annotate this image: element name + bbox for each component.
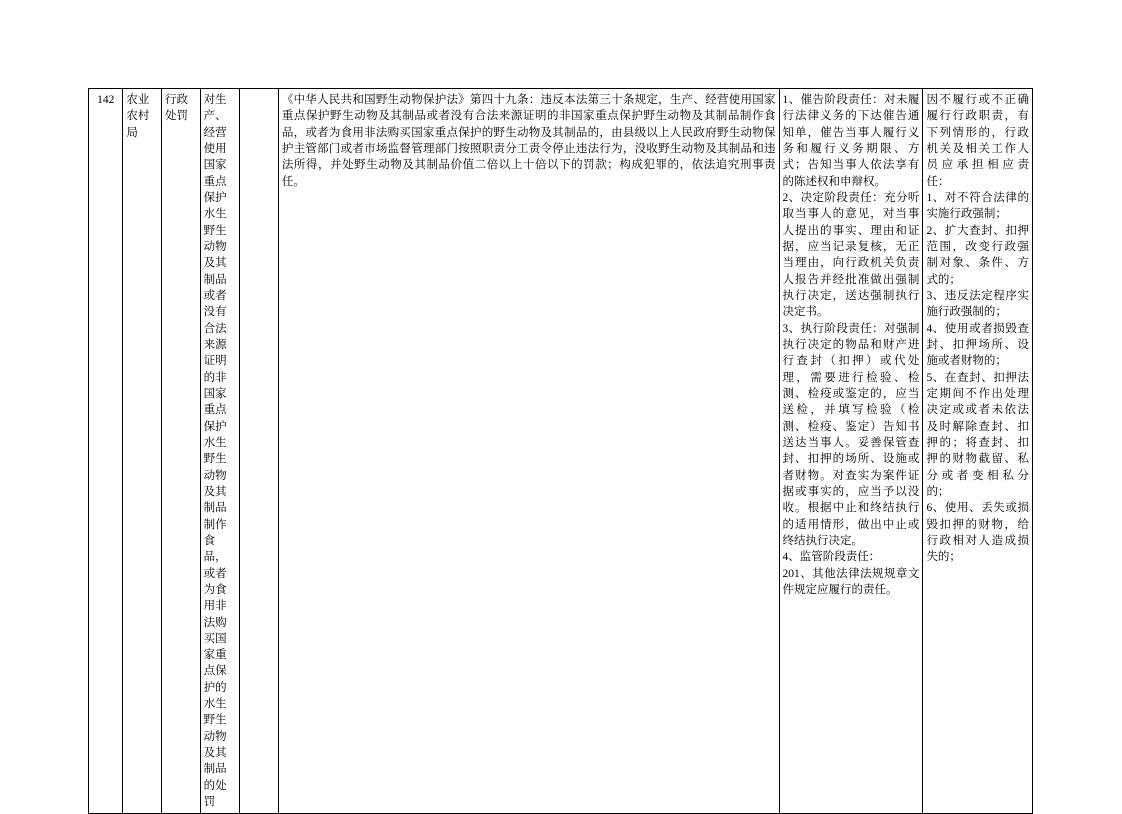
cell-legal-basis: 《中华人民共和国野生动物保护法》第四十九条：违反本法第三十条规定，生产、经营使用国家重点保护野生动物及其制品或者没有合法来源证明的非国家重点保护野生动物及其制品制作食品，或者为食用非法购买国家重点保护的野生动物及其制品的，由县级以上人民政府野生动物保护主管部门或者市场监督管理部门按照职责分工责令停止违法行为，没收野生动物及其制品和违法所得，并处野生动物及其制品价值二倍以上十倍以下的罚款；构成犯罪的，依法追究刑事责任。 — [278, 89, 779, 814]
cell-responsibility: 1、催告阶段责任：对未履行法律义务的下达催告通知单，催告当事人履行义务和履行义务期限、方式；告知当事人依法享有的陈述权和申辩权。 2、决定阶段责任：充分听取当事人的意见，对当事人提出的事实、理由和证据，应当记录复核，无正当理由，向行政机关负责人报告并经批准做出强制执行决定，送达强制执行决定书。 3、执行阶段责任：对强制执行决定的物品和财产进行查封（扣押）或代处理，需要进行检验、检测、检疫或鉴定的，应当送检，并填写检验（检测、检疫、鉴定）告知书送达当事人。妥善保管查封、扣押的场所、设施或者财物。对查实为案件证据或事实的，应当予以没收。根据中止和终结执行的适用情形，做出中止或终结执行决定。 4、监管阶段责任： 201、其他法律法规规章文件规定应履行的责任。 — [779, 89, 923, 814]
cell-blank-1 — [240, 89, 279, 814]
cell-item-name: 对生产、经营使用国家重点保护水生野生动物及其制品或者没有合法来源证明的非国家重点保护水生野生动物及其制品制作食品，或者为食用非法购买国家重点保护的水生野生动物及其制品的处罚 — [200, 89, 240, 814]
cell-power-type: 行政处罚 — [162, 89, 201, 814]
power-list-table — [88, 88, 1033, 814]
table-row — [89, 89, 1033, 814]
cell-department: 农业农村局 — [123, 89, 162, 814]
cell-serial-number: 142 — [89, 89, 123, 814]
cell-accountability: 因不履行或不正确履行行政职责，有下列情形的，行政机关及相关工作人员应承担相应责任： 1、对不符合法律的实施行政强制； 2、扩大查封、扣押范围，改变行政强制对象、条件、方式的； 3、违反法定程序实施行政强制的； 4、使用或者损毁查封、扣押场所、设施或者财物的； 5、在查封、扣押法定期间不作出处理决定或或者未依法及时解除查封、扣押的；将查封、扣押的财物截留、私分或者变相私分的； 6、使用、丢失或损毁扣押的财物，给行政相对人造成损失的； — [923, 89, 1033, 814]
